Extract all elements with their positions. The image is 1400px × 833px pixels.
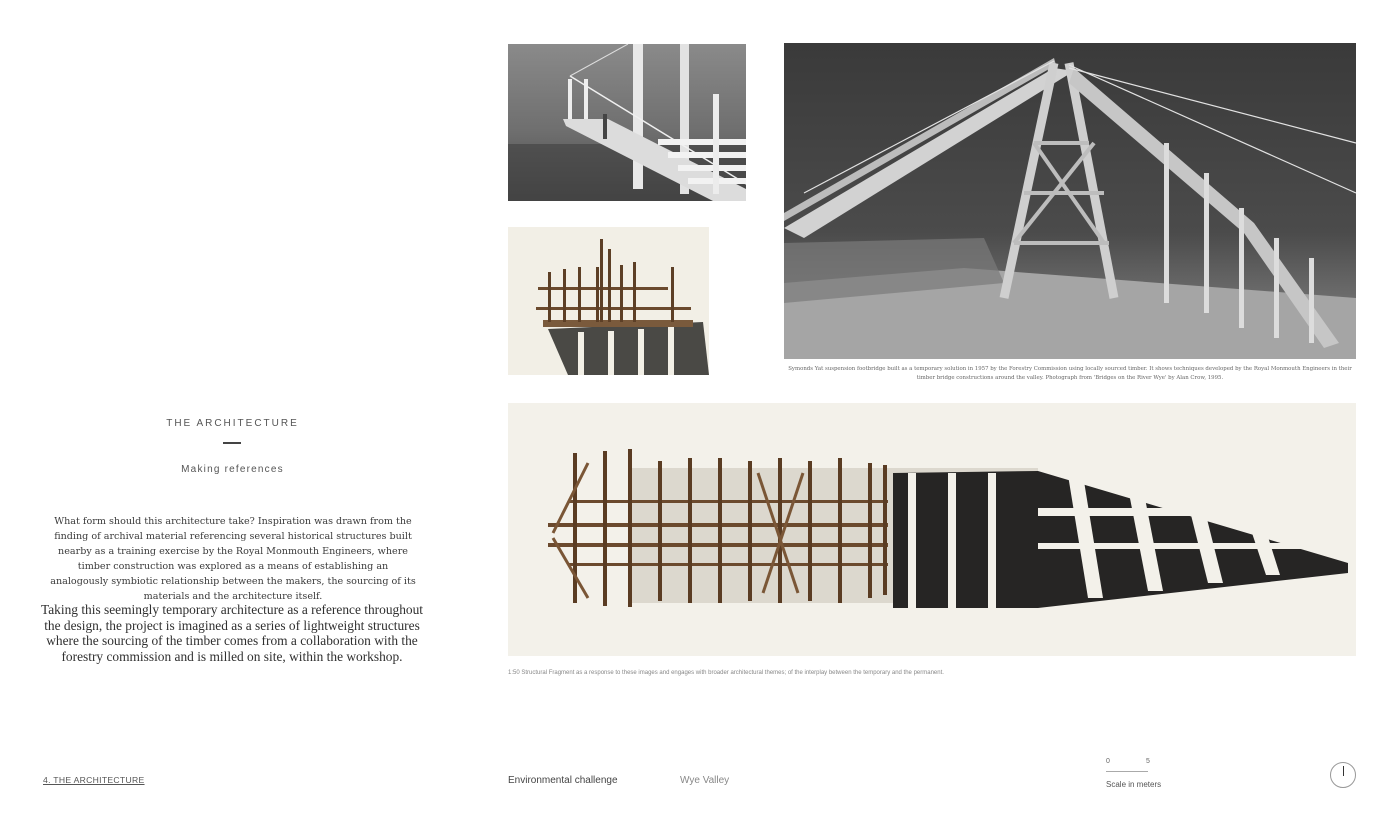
statement-paragraph: Taking this seemingly temporary architecture as a reference throughout the design, the project is imagined as a series of lightweight structures where the sourcing of the timber comes from a collaboration with the forestry commission and is milled on site, within the workshop. xyxy=(40,602,424,664)
scale-indicator xyxy=(1106,758,1176,792)
page-nav-dial-icon[interactable] xyxy=(1330,762,1356,788)
archival-bridge-photo-small xyxy=(508,44,746,201)
fragment-photo-caption: 1:50 Structural Fragment as a response to these images and engages with broader architectural themes; of the interplay between the temporary and the permanent. xyxy=(508,670,944,676)
scale-bar xyxy=(1106,771,1148,772)
structural-fragment-photo xyxy=(508,403,1356,656)
section-subtitle: Making references xyxy=(181,464,284,475)
intro-paragraph: What form should this architecture take? Inspiration was drawn from the finding of archival material referencing several historical structures built nearby as a training exercise by the Royal Monmouth Engineers, where timber construction was explored as a means of establishing an analogously symbiotic relationship between the makers, the sourcing of its materials and the architecture itself. xyxy=(50,516,416,602)
bridge-photo-caption: Symonds Yat suspension footbridge built as a temporary solution in 1957 by the Forestry Commission using locally sourced timber. It shows techniques developed by the Royal Monmouth Engineers in their timber bridge constructions around the valley. Photograph from 'Bridges on the River Wye' by Alan Crow, 1995. xyxy=(788,366,1352,381)
section-divider xyxy=(223,442,241,444)
dial-tick xyxy=(1343,766,1344,776)
footer-location: Wye Valley xyxy=(680,775,730,786)
chapter-link[interactable]: 4. THE ARCHITECTURE xyxy=(43,775,145,785)
archival-bridge-photo-large xyxy=(784,43,1356,359)
scale-end: 5 xyxy=(1146,758,1150,765)
section-title: THE ARCHITECTURE xyxy=(166,418,299,429)
scale-start: 0 xyxy=(1106,758,1110,765)
scale-label: Scale in meters xyxy=(1106,780,1162,789)
timber-model-photo-small xyxy=(508,227,709,375)
footer-theme: Environmental challenge xyxy=(508,775,618,786)
